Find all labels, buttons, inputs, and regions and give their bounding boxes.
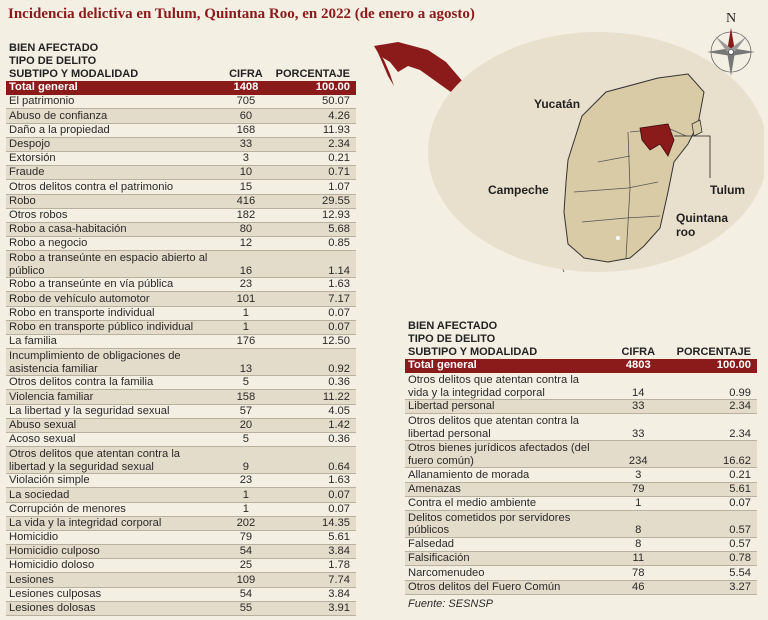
row-label: Robo a casa-habitación <box>6 222 219 236</box>
row-label: Robo en transporte individual <box>6 306 219 320</box>
row-label: Amenazas <box>405 482 603 496</box>
row-cifra: 176 <box>219 335 272 349</box>
row-cifra: 12 <box>219 237 272 251</box>
row-porcentaje: 2.34 <box>674 400 757 414</box>
row-porcentaje: 7.74 <box>273 573 356 587</box>
table-header-row <box>6 55 356 68</box>
row-porcentaje: 1.78 <box>273 559 356 573</box>
header-cifra: CIFRA <box>621 346 656 358</box>
table-row <box>6 390 356 404</box>
row-cifra: 234 <box>603 441 674 468</box>
row-cifra: 33 <box>219 137 272 151</box>
row-porcentaje: 5.54 <box>674 566 757 580</box>
row-porcentaje: 29.55 <box>273 194 356 208</box>
row-label: Homicidio <box>6 530 219 544</box>
row-cifra: 55 <box>219 601 272 615</box>
row-label: Robo de vehículo automotor <box>6 292 219 306</box>
table-row <box>6 488 356 502</box>
row-porcentaje: 14.35 <box>273 516 356 530</box>
row-cifra: 5 <box>219 432 272 446</box>
table-row <box>6 151 356 165</box>
header-empty <box>219 42 272 55</box>
header-empty <box>603 320 674 333</box>
total-row <box>405 359 757 373</box>
row-porcentaje: 0.57 <box>674 510 757 537</box>
row-porcentaje: 0.07 <box>273 320 356 334</box>
row-label: Abuso de confianza <box>6 109 219 123</box>
row-porcentaje: 0.57 <box>674 537 757 551</box>
row-porcentaje: 7.17 <box>273 292 356 306</box>
row-cifra: 15 <box>219 180 272 194</box>
row-cifra: 46 <box>603 580 674 594</box>
row-cifra: 79 <box>603 482 674 496</box>
row-porcentaje: 1.14 <box>273 251 356 278</box>
row-label: Otros delitos contra el patrimonio <box>6 180 219 194</box>
table-row <box>6 376 356 390</box>
table-row <box>405 552 757 566</box>
table-row <box>6 237 356 251</box>
row-cifra: 54 <box>219 587 272 601</box>
table-row <box>6 418 356 432</box>
row-porcentaje: 2.34 <box>273 137 356 151</box>
row-cifra: 9 <box>219 447 272 474</box>
row-label: Robo a transeúnte en espacio abierto al público <box>6 251 219 278</box>
row-porcentaje: 5.61 <box>273 530 356 544</box>
table-row <box>6 601 356 615</box>
row-label: Libertad personal <box>405 400 603 414</box>
row-porcentaje: 1.42 <box>273 418 356 432</box>
table-row <box>6 349 356 376</box>
row-label: Corrupción de menores <box>6 502 219 516</box>
row-cifra: 3 <box>603 468 674 482</box>
row-porcentaje: 3.84 <box>273 545 356 559</box>
header-label: BIEN AFECTADO <box>408 320 498 332</box>
table-row <box>6 166 356 180</box>
table-row <box>6 251 356 278</box>
label-tulum: Tulum <box>710 183 746 197</box>
row-cifra: 13 <box>219 349 272 376</box>
table-row <box>405 537 757 551</box>
row-label: La vida y la integridad corporal <box>6 516 219 530</box>
row-porcentaje: 0.36 <box>273 376 356 390</box>
total-row <box>6 81 356 95</box>
crime-table-1 <box>6 42 356 616</box>
header-label: SUBTIPO Y MODALIDAD <box>9 68 139 80</box>
row-cifra: 202 <box>219 516 272 530</box>
table-header-row <box>6 42 356 55</box>
row-cifra: 60 <box>219 109 272 123</box>
row-cifra: 1 <box>219 502 272 516</box>
row-porcentaje: 5.61 <box>674 482 757 496</box>
row-label: Despojo <box>6 137 219 151</box>
row-cifra: 5 <box>219 376 272 390</box>
row-label: Robo en transporte público individual <box>6 320 219 334</box>
total-label: Total general <box>6 81 219 95</box>
row-porcentaje: 3.27 <box>674 580 757 594</box>
row-porcentaje: 0.07 <box>674 496 757 510</box>
row-cifra: 10 <box>219 166 272 180</box>
table-header-row <box>405 333 757 346</box>
row-cifra: 101 <box>219 292 272 306</box>
total-porcentaje: 100.00 <box>273 81 356 95</box>
row-cifra: 25 <box>219 559 272 573</box>
row-label: Falsedad <box>405 537 603 551</box>
row-porcentaje: 0.21 <box>273 151 356 165</box>
row-porcentaje: 1.07 <box>273 180 356 194</box>
row-cifra: 80 <box>219 222 272 236</box>
table-row <box>6 559 356 573</box>
row-cifra: 33 <box>603 400 674 414</box>
compass-rose-icon <box>705 8 757 80</box>
table-row <box>6 587 356 601</box>
row-cifra: 33 <box>603 414 674 441</box>
table-row <box>6 530 356 544</box>
crime-table-2 <box>405 320 757 595</box>
row-porcentaje: 0.07 <box>273 502 356 516</box>
header-empty <box>674 333 757 346</box>
table-row <box>6 502 356 516</box>
header-porcentaje: PORCENTAJE <box>275 68 350 80</box>
row-label: Abuso sexual <box>6 418 219 432</box>
header-porcentaje: PORCENTAJE <box>676 346 751 358</box>
row-cifra: 705 <box>219 95 272 109</box>
row-label: Otros delitos que atentan contra la vida y la integridad corporal <box>405 373 603 400</box>
row-porcentaje: 0.85 <box>273 237 356 251</box>
row-label: Daño a la propiedad <box>6 123 219 137</box>
table-row <box>6 335 356 349</box>
row-cifra: 57 <box>219 404 272 418</box>
header-label: SUBTIPO Y MODALIDAD <box>408 346 538 358</box>
header-empty <box>273 55 356 68</box>
row-label: El patrimonio <box>6 95 219 109</box>
row-label: Lesiones dolosas <box>6 601 219 615</box>
table-row <box>405 580 757 594</box>
table-row <box>405 496 757 510</box>
row-label: Robo a transeúnte en vía pública <box>6 278 219 292</box>
row-label: Falsificación <box>405 552 603 566</box>
table-row <box>6 404 356 418</box>
row-cifra: 1 <box>219 320 272 334</box>
row-label: Homicidio culposo <box>6 545 219 559</box>
row-label: La libertad y la seguridad sexual <box>6 404 219 418</box>
page-title: Incidencia delictiva en Tulum, Quintana Roo, en 2022 (de enero a agosto) <box>8 6 475 22</box>
header-empty <box>674 320 757 333</box>
row-label: Otros delitos del Fuero Común <box>405 580 603 594</box>
row-cifra: 1 <box>219 488 272 502</box>
table-header-row <box>405 320 757 333</box>
row-porcentaje: 12.50 <box>273 335 356 349</box>
total-porcentaje: 100.00 <box>674 359 757 373</box>
row-cifra: 11 <box>603 552 674 566</box>
table-row <box>6 137 356 151</box>
table-row <box>405 566 757 580</box>
table-row <box>6 447 356 474</box>
table-row <box>6 109 356 123</box>
row-cifra: 8 <box>603 537 674 551</box>
row-cifra: 23 <box>219 474 272 488</box>
table-row <box>405 468 757 482</box>
header-label: TIPO DE DELITO <box>408 333 496 345</box>
table-row <box>405 441 757 468</box>
row-label: Otros robos <box>6 208 219 222</box>
row-cifra: 3 <box>219 151 272 165</box>
row-porcentaje: 1.63 <box>273 278 356 292</box>
table-row <box>405 414 757 441</box>
row-label: Lesiones culposas <box>6 587 219 601</box>
row-cifra: 54 <box>219 545 272 559</box>
table-row <box>6 123 356 137</box>
row-label: Homicidio doloso <box>6 559 219 573</box>
table-header-row <box>6 68 356 81</box>
row-porcentaje: 5.68 <box>273 222 356 236</box>
row-label: Robo <box>6 194 219 208</box>
row-label: Otros delitos contra la familia <box>6 376 219 390</box>
row-cifra: 416 <box>219 194 272 208</box>
row-label: Otros delitos que atentan contra la libertad personal <box>405 414 603 441</box>
row-label: Extorsión <box>6 151 219 165</box>
row-label: Acoso sexual <box>6 432 219 446</box>
row-label: Robo a negocio <box>6 237 219 251</box>
table-row <box>6 292 356 306</box>
row-porcentaje: 1.63 <box>273 474 356 488</box>
row-cifra: 109 <box>219 573 272 587</box>
table-row <box>6 320 356 334</box>
row-porcentaje: 0.92 <box>273 349 356 376</box>
row-porcentaje: 0.07 <box>273 488 356 502</box>
table-row <box>405 400 757 414</box>
row-cifra: 23 <box>219 278 272 292</box>
table-header-row <box>405 346 757 359</box>
table-row <box>405 482 757 496</box>
row-porcentaje: 0.78 <box>674 552 757 566</box>
label-roo: roo <box>676 225 696 239</box>
table-row <box>6 516 356 530</box>
row-label: Violencia familiar <box>6 390 219 404</box>
row-label: Otros delitos que atentan contra la libertad y la seguridad sexual <box>6 447 219 474</box>
header-empty <box>219 55 272 68</box>
table-row <box>6 208 356 222</box>
row-cifra: 182 <box>219 208 272 222</box>
table-row <box>6 573 356 587</box>
label-quintana: Quintana <box>676 211 729 225</box>
compass-north-label: N <box>725 11 737 26</box>
row-porcentaje: 0.71 <box>273 166 356 180</box>
table-row <box>6 474 356 488</box>
row-label: La familia <box>6 335 219 349</box>
table-row <box>6 432 356 446</box>
table-row <box>6 545 356 559</box>
row-porcentaje: 0.99 <box>674 373 757 400</box>
row-label: Narcomenudeo <box>405 566 603 580</box>
source-note: Fuente: SESNSP <box>408 598 493 610</box>
table-row <box>6 95 356 109</box>
row-cifra: 78 <box>603 566 674 580</box>
row-porcentaje: 4.05 <box>273 404 356 418</box>
row-cifra: 168 <box>219 123 272 137</box>
row-porcentaje: 4.26 <box>273 109 356 123</box>
total-cifra: 1408 <box>219 81 272 95</box>
table-row <box>6 180 356 194</box>
row-porcentaje: 50.07 <box>273 95 356 109</box>
table-row <box>6 194 356 208</box>
header-empty <box>273 42 356 55</box>
total-cifra: 4803 <box>603 359 674 373</box>
table-row <box>6 278 356 292</box>
row-cifra: 79 <box>219 530 272 544</box>
label-yucatan: Yucatán <box>534 97 581 111</box>
row-porcentaje: 3.91 <box>273 601 356 615</box>
row-cifra: 1 <box>603 496 674 510</box>
row-cifra: 158 <box>219 390 272 404</box>
row-porcentaje: 12.93 <box>273 208 356 222</box>
row-porcentaje: 0.07 <box>273 306 356 320</box>
row-cifra: 14 <box>603 373 674 400</box>
table-row <box>405 373 757 400</box>
row-label: Fraude <box>6 166 219 180</box>
row-label: Otros bienes jurídicos afectados (del fuero común) <box>405 441 603 468</box>
row-porcentaje: 2.34 <box>674 414 757 441</box>
row-porcentaje: 0.64 <box>273 447 356 474</box>
header-cifra: CIFRA <box>229 68 263 80</box>
row-cifra: 8 <box>603 510 674 537</box>
table-row <box>6 306 356 320</box>
table-row <box>6 222 356 236</box>
row-porcentaje: 0.36 <box>273 432 356 446</box>
header-empty <box>603 333 674 346</box>
row-label: La sociedad <box>6 488 219 502</box>
row-porcentaje: 11.22 <box>273 390 356 404</box>
total-label: Total general <box>405 359 603 373</box>
row-cifra: 16 <box>219 251 272 278</box>
row-label: Delitos cometidos por servidores públicos <box>405 510 603 537</box>
header-label: BIEN AFECTADO <box>9 42 99 54</box>
row-label: Allanamiento de morada <box>405 468 603 482</box>
row-label: Lesiones <box>6 573 219 587</box>
row-porcentaje: 3.84 <box>273 587 356 601</box>
row-label: Incumplimiento de obligaciones de asistencia familiar <box>6 349 219 376</box>
row-cifra: 20 <box>219 418 272 432</box>
table-row <box>405 510 757 537</box>
row-porcentaje: 0.21 <box>674 468 757 482</box>
row-porcentaje: 16.62 <box>674 441 757 468</box>
row-label: Violación simple <box>6 474 219 488</box>
label-campeche: Campeche <box>488 183 549 197</box>
row-cifra: 1 <box>219 306 272 320</box>
row-label: Contra el medio ambiente <box>405 496 603 510</box>
header-label: TIPO DE DELITO <box>9 55 97 67</box>
row-porcentaje: 11.93 <box>273 123 356 137</box>
